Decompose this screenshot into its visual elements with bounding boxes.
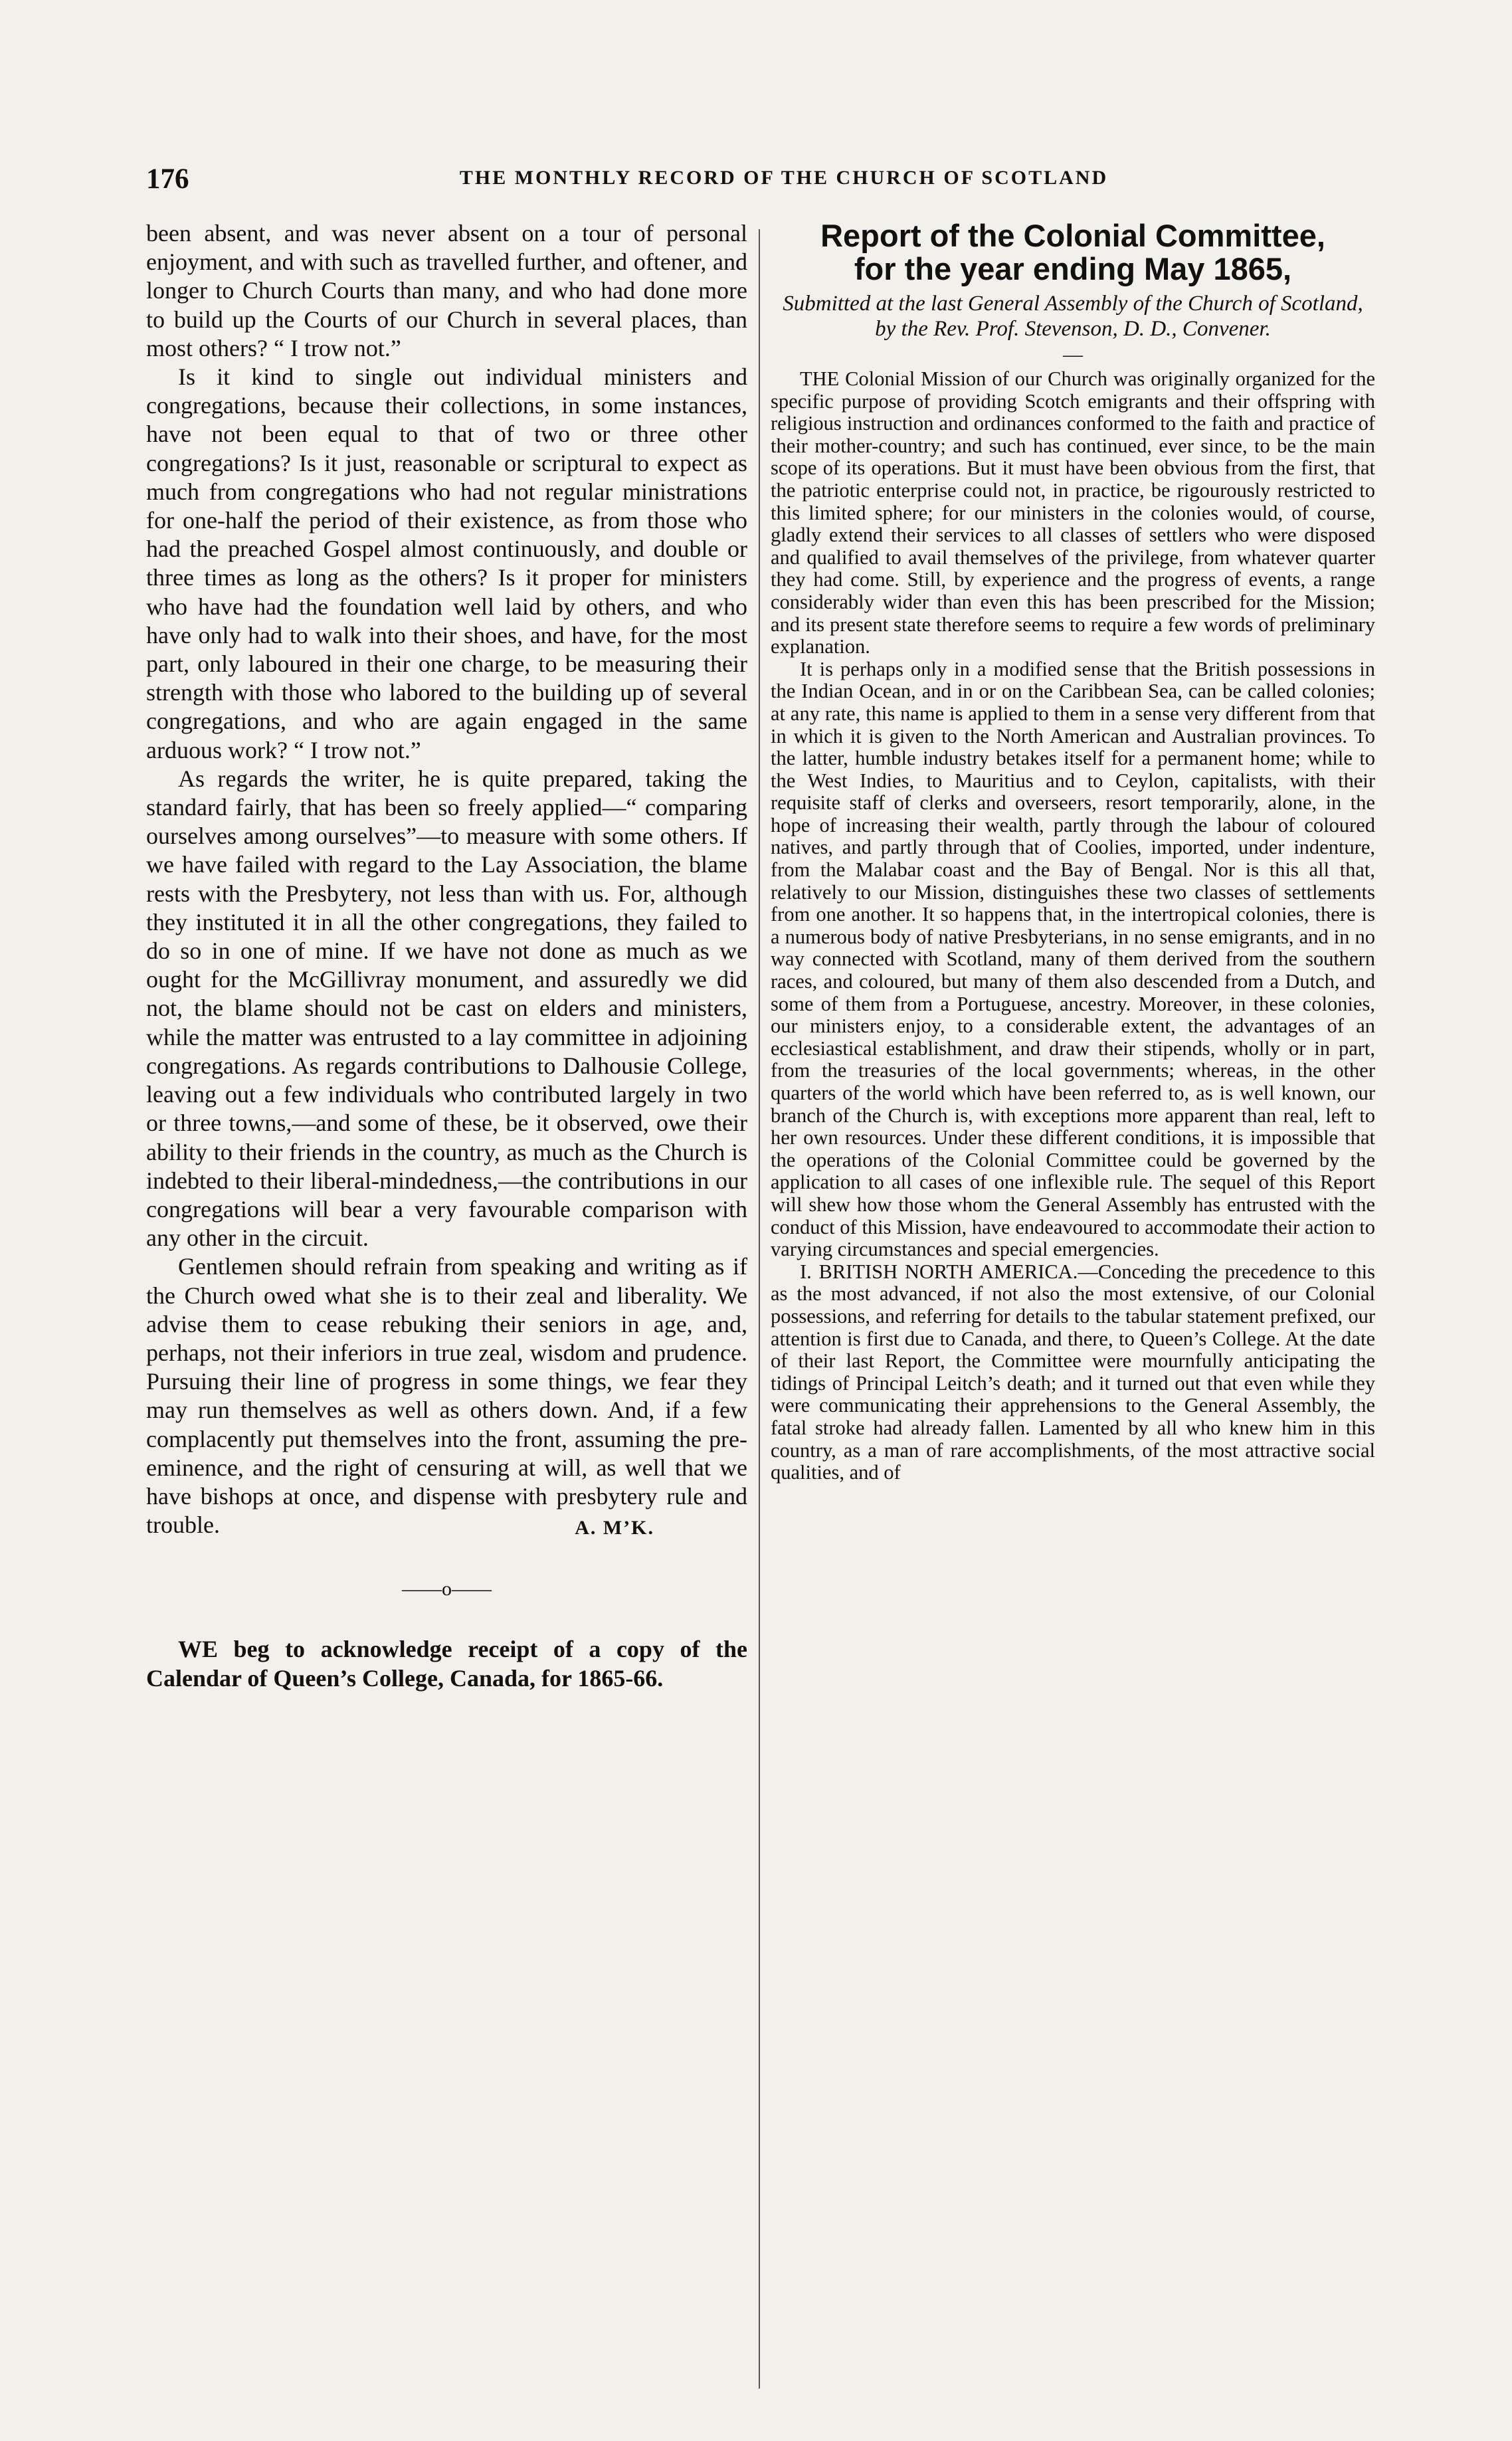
report-title-line-2: for the year ending May 1865, (854, 251, 1292, 286)
right-column (771, 219, 1375, 1484)
closing-paragraph-block (146, 1252, 747, 1539)
left-paragraph-1: been absent, and was never absent on a tour of personal enjoyment, and with such as travelled further, and oftener, and longer to Church Courts than many, and who had done more to build up the Courts of our Church in several places, than most others? “ I trow not.” (146, 220, 747, 361)
left-paragraph-2: Is it kind to single out individual ministers and congregations, because their collections, in some instances, have not been equal to that of two or three other congregations? Is it just, reasonable or scriptural to expect as much from congregations who had not regular ministrations for one-half the period of their existence, as from those who had the preached Gospel almost continuously, and double or three times as long as the others? Is it proper for ministers who have had the foundation well laid by others, and who have only had to walk into their shoes, and have, for the most part, only laboured in their one charge, to be measuring their strength with those who labored to the building up of several congregations, and who are again engaged in the same arduous work? “ I trow not.” (146, 363, 747, 763)
running-header (146, 163, 1395, 203)
page-number: 176 (146, 163, 189, 195)
acknowledgement-notice: WE beg to acknowledge receipt of a copy of the Calendar of Queen’s College, Canada, for 1865-66. (146, 1636, 747, 1692)
report-title-line-1: Report of the Colonial Committee, (820, 218, 1325, 253)
right-paragraph-3 (771, 1261, 1375, 1484)
section-separator: ——o—— (402, 1578, 492, 1601)
left-paragraph-4: Gentlemen should refrain from speaking and writing as if the Church owed what she is to their zeal and liberality. We advise them to cease rebuking their seniors in age, and, perhaps, not their inferiors in true zeal, wisdom and prudence. Pursuing their line of progress in some things, we fear they may run themselves as well as others down. And, if a few complacently put themselves into the front, assuming the pre-eminence, and the right of censuring at will, as well that we have bishops at once, and dispense with presbytery rule and trouble. (146, 1253, 747, 1539)
right-paragraph-1: THE Colonial Mission of our Church was originally organized for the specific purpose of providing Scotch emigrants and their offspring with religious instruction and ordinances conformed to the faith and practice of their mother-country; and such has continued, ever since, to be the main scope of its operations. But it must have been obvious from the first, that the patriotic enterprise could not, in practice, be rigourously restricted to this limited sphere; for our ministers in the colonies would, of course, gladly extend their services to all classes of settlers who were disposed and qualified to avail themselves of the privilege, from whatever quarter they had come. Still, by experience and the progress of events, a range considerably wider than even this has been prescribed for the Mission; and its present state therefore seems to require a few words of preliminary explanation. (771, 367, 1375, 658)
left-paragraph-3: As regards the writer, he is quite prepared, taking the standard fairly, that has been so freely applied—“ comparing ourselves among ourselves”—to measure with some others. If we have failed with regard to the Lay Association, the blame rests with the Presbytery, not less than with us. For, although they instituted it in all the other congregations, they failed to do so in one of mine. If we have not done as much as we ought for the McGillivray monument, and assuredly we did not, the blame should not be cast on elders and ministers, while the matter was entrusted to a lay committee in adjoining congregations. As regards contributions to Dalhousie College, leaving out a few individuals who contributed largely in two or three towns,—and some of these, be it observed, owe their ability to their friends in the country, as much as the Church is indebted to their liberal-mindedness,—the contributions in our congregations will bear a very favourable comparison with any other in the circuit. (146, 765, 747, 1252)
running-title: THE MONTHLY RECORD OF THE CHURCH OF SCOTLAND (459, 167, 1109, 189)
section-heading-british-north-america: I. BRITISH NORTH AMERICA. (800, 1260, 1078, 1283)
right-paragraph-2: It is perhaps only in a modified sense that the British possessions in the Indian Ocean, and in or on the Caribbean Sea, can be called colonies; at any rate, this name is applied to them in a sense very different from that in which it is given to the North American and Australian provinces. To the latter, humble industry betakes itself for a permanent home; while to the West Indies, to Mauritius and to Ceylon, capitalists, with their requisite staff of clerks and overseers, resort temporarily, alone, in the hope of increasing their wealth, partly through the labour of coloured natives, and partly through that of Coolies, imported, under indenture, from the Malabar coast and the Bay of Bengal. Nor is this all that, relatively to our Mission, distinguishes these two classes of settlements from one another. It so happens that, in the intertropical colonies, there is a numerous body of native Presbyterians, in no sense emigrants, and in no way connected with Scotland, many of them derived from the southern races, and coloured, but many of them also descended from a Dutch, and some of them from a Portuguese, ancestry. Moreover, in these colonies, our ministers enjoy, to a considerable extent, the advantages of an ecclesiastical establishment, and draw their stipends, wholly or in part, from the treasuries of the local governments; whereas, in the other quarters of the world which have been referred to, as is well known, our branch of the Church is, with exceptions more apparent than real, left to her own resources. Under these different conditions, it is impossible that the operations of the Colonial Committee could be governed by the application to all cases of one inflexible rule. The sequel of this Report will shew how those whom the General Assembly has entrusted with the conduct of this Mission, have endeavoured to accommodate their action to varying circumstances and special emergencies. (771, 657, 1375, 1261)
right-paragraph-3-text: —Conceding the precedence to this as the most advanced, if not also the most extensive, of our Colonial possessions, and referring for details to the tabular statement prefixed, our attention is first due to Canada, and there, to Queen’s College. At the date of their last Report, the Committee were mournfully anticipating the tidings of Principal Leitch’s death; and it turned out that even while they were communicating their apprehensions to the General Assembly, the fatal stroke had already fallen. Lamented by all who knew him in this country, as a man of rare accomplishments, of the most attractive social qualities, and of (771, 1260, 1375, 1484)
column-divider (759, 229, 760, 2389)
left-column (146, 219, 747, 1693)
author-signature: A. M’K. (575, 1517, 654, 1539)
title-dash: — (1063, 343, 1083, 365)
report-subtitle: Submitted at the last General Assembly of the Church of Scotland, by the Rev. Prof. Stevenson, D. D., Convener. (783, 292, 1363, 341)
